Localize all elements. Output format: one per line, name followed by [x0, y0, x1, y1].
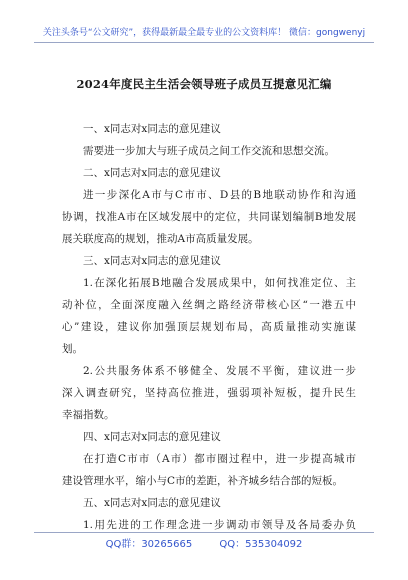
section-heading: 三、x同志对x同志的意见建议 — [83, 255, 221, 267]
paragraph-line: 在打造C市市（A市）都市圈过程中，进一步提高城市 — [83, 453, 356, 465]
paragraph-line: 心”建设，建议你加强顶层规划布局，高质量推动实施谋 — [62, 321, 356, 333]
header-note: 关注头条号“公文研究”，获得最新最全最专业的公文资料库！ 微信：gongwenyj — [42, 28, 366, 38]
section-heading: 五、x同志对x同志的意见建议 — [83, 497, 221, 509]
footer-divider — [34, 532, 374, 533]
paragraph-line: 需要进一步加大与班子成员之间工作交流和思想交流。 — [83, 145, 335, 157]
footer-qq: QQ：535304092 — [219, 539, 303, 550]
section-heading: 二、x同志对x同志的意见建议 — [83, 167, 221, 179]
section-heading: 一、x同志对x同志的意见建议 — [83, 123, 221, 135]
paragraph-line: 深入调查研究，坚持高位推进，强弱项补短板，提升民生 — [62, 387, 356, 399]
document-body — [62, 118, 356, 536]
paragraph-line: 协调，找准A市在区域发展中的定位，共同谋划编制B地发展 — [62, 211, 356, 223]
paragraph-line: 1.在深化拓展B地融合发展成果中，如何找准定位、主 — [83, 277, 356, 289]
section-heading: 四、x同志对x同志的意见建议 — [83, 431, 221, 443]
footer-qq-group: QQ群：30265665 — [105, 539, 193, 550]
paragraph-line: 1.用先进的工作理念进一步调动市领导及各局委办负 — [83, 519, 356, 531]
paragraph-line: 展关联度高的规划，推动A市高质量发展。 — [62, 233, 259, 245]
paragraph-line: 划。 — [62, 343, 83, 355]
paragraph-line: 进一步深化A市与C市市、D县的B地联动协作和沟通 — [83, 189, 356, 201]
header-divider — [34, 42, 374, 43]
paragraph-line: 幸福指数。 — [62, 409, 115, 421]
paragraph-line: 建设管理水平，缩小与C市的差距，补齐城乡结合部的短板。 — [62, 475, 344, 487]
paragraph-line: 动补位，全面深度融入丝绸之路经济带核心区“一港五中 — [62, 299, 356, 311]
paragraph-line: 2.公共服务体系不够健全、发展不平衡，建议进一步 — [83, 365, 356, 377]
footer — [0, 535, 408, 550]
document-title: 2024年度民主生活会领导班子成员互提意见汇编 — [76, 77, 332, 91]
